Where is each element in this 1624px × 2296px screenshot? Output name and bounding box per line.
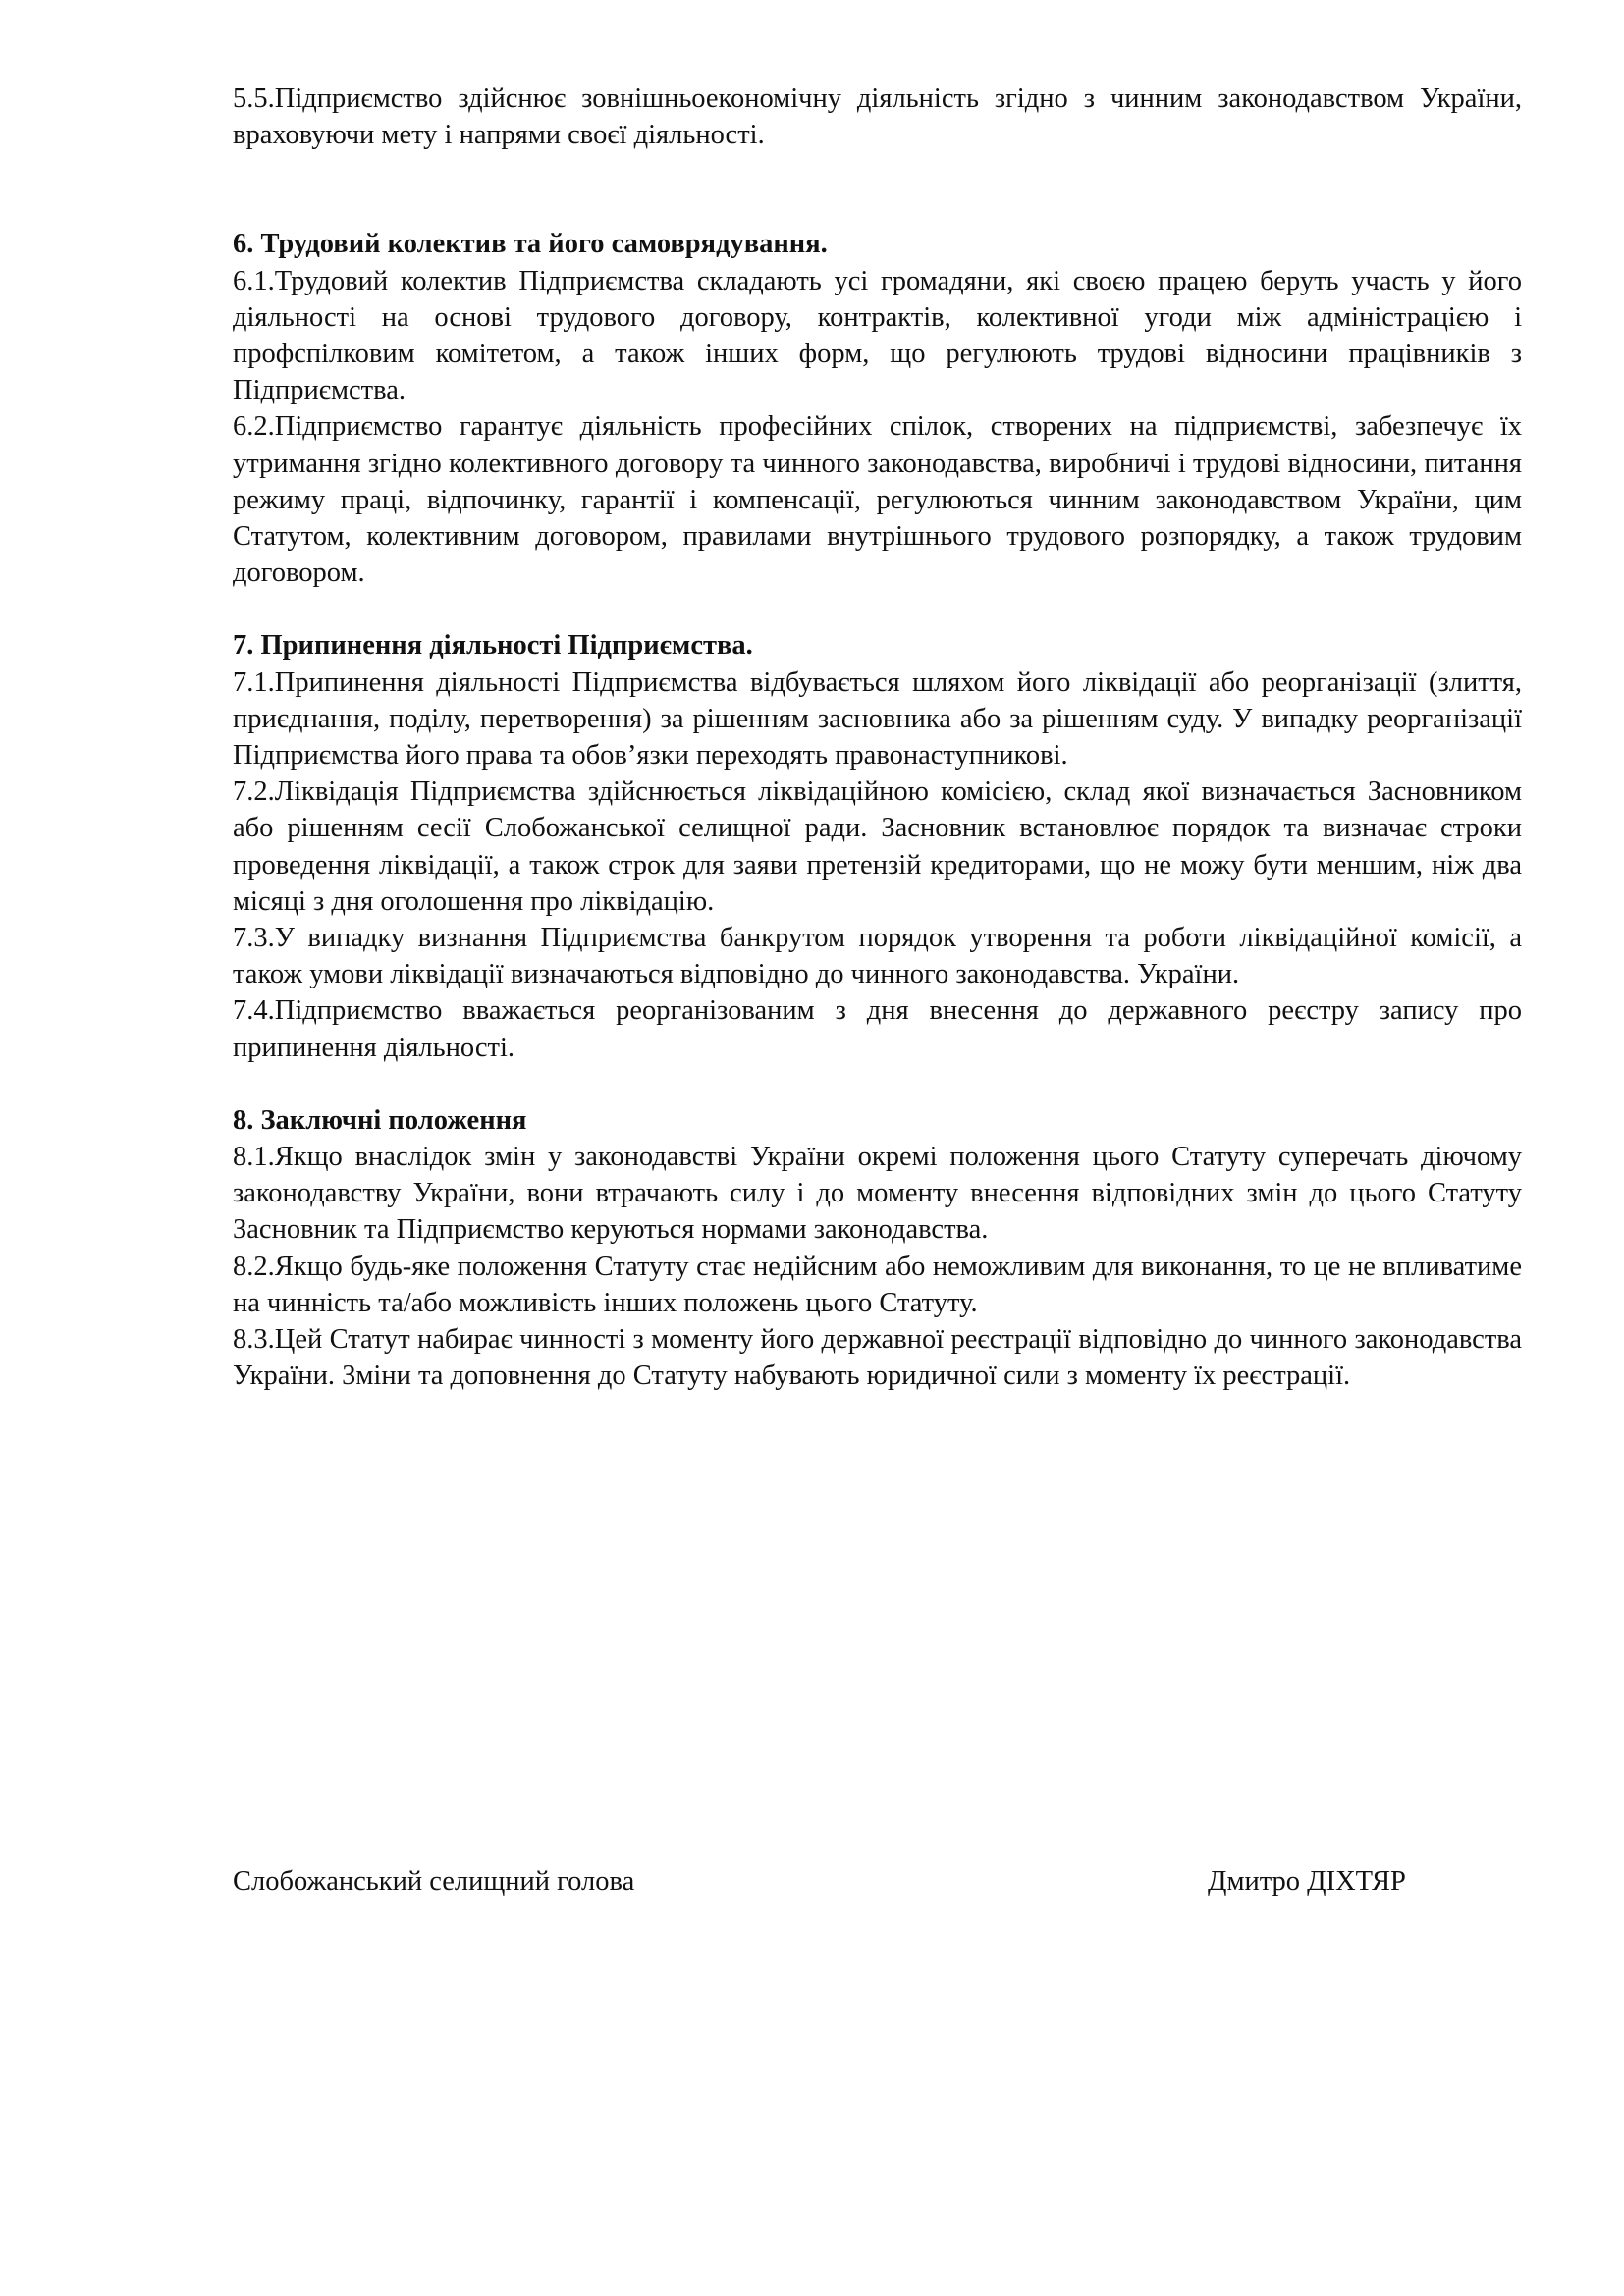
clause-7-4: 7.4.Підприємство вважається реорганізованим з дня внесення до державного реєстру запису про припинення діяльності. — [233, 995, 1522, 1063]
clause-8-1: 8.1.Якщо внаслідок змін у законодавстві України окремі положення цього Статуту суперечать діючому законодавству України, вони втрачають силу і до моменту внесення відповідних змін до цього Статуту Засновник та Підприємство керуються нормами законодавства. — [233, 1142, 1522, 1246]
clause-5-5: 5.5.Підприємство здійснює зовнішньоекономічну діяльність згідно з чинним законодавством України, враховуючи мету і напрями своєї діяльності. — [233, 83, 1522, 151]
clause-7-1: 7.1.Припинення діяльності Підприємства відбувається шляхом його ліквідації або реорганізації (злиття, приєднання, поділу, перетворення) за рішенням засновника або за рішенням суду. У випадку реорганізації Підприємства його права та обов’язки переходять правонаступникові. — [233, 667, 1522, 772]
section-8-heading: 8. Заключні положення — [233, 1104, 527, 1136]
clause-8-2: 8.2.Якщо будь-яке положення Статуту стає недійсним або неможливим для виконання, то це не впливатиме на чинність та/або можливість інших положень цього Статуту. — [233, 1251, 1522, 1318]
signatory-title: Слобожанський селищний голова — [233, 1866, 635, 1896]
clause-7-2: 7.2.Ліквідація Підприємства здійснюється ліквідаційною комісією, склад якої визначається Засновником або рішенням сесії Слобожанської селищної ради. Засновник встановлює порядок та визначає строки проведення ліквідації, а також строк для заяви претензій кредиторами, що не можу бути меншим, ніж два місяці з дня оголошення про ліквідацію. — [233, 776, 1522, 917]
document-page — [233, 80, 1522, 1395]
clause-6-2: 6.2.Підприємство гарантує діяльність професійних спілок, створених на підприємстві, забезпечує їх утримання згідно колективного договору та чинного законодавства, виробничі і трудові відносини, питання режиму праці, відпочинку, гарантії і компенсації, регулюються чинним законодавством України, цим Статутом, колективним договором, правилами внутрішнього трудового розпорядку, а також трудовим договором. — [233, 411, 1522, 589]
section-spacer — [233, 1066, 1522, 1102]
section-spacer — [233, 153, 1522, 226]
section-spacer — [233, 591, 1522, 627]
section-7-heading: 7. Припинення діяльності Підприємства. — [233, 630, 753, 662]
clause-8-3: 8.3.Цей Статут набирає чинності з моменту його державної реєстрації відповідно до чинного законодавства України. Зміни та доповнення до Статуту набувають юридичної сили з моменту їх реєстрації. — [233, 1324, 1522, 1392]
section-6-heading: 6. Трудовий колектив та його самоврядування. — [233, 229, 828, 260]
clause-7-3: 7.3.У випадку визнання Підприємства банкрутом порядок утворення та роботи ліквідаційної комісії, а також умови ліквідації визначаються відповідно до чинного законодавства. України. — [233, 923, 1522, 990]
signatory-name: Дмитро ДІХТЯР — [1208, 1866, 1406, 1896]
clause-6-1: 6.1.Трудовий колектив Підприємства складають усі громадяни, які своєю працею беруть участь у його діяльності на основі трудового договору, контрактів, колективної угоди між адміністрацією і профспілковим комітетом, а також інших форм, що регулюють трудові відносини працівників з Підприємства. — [233, 265, 1522, 406]
